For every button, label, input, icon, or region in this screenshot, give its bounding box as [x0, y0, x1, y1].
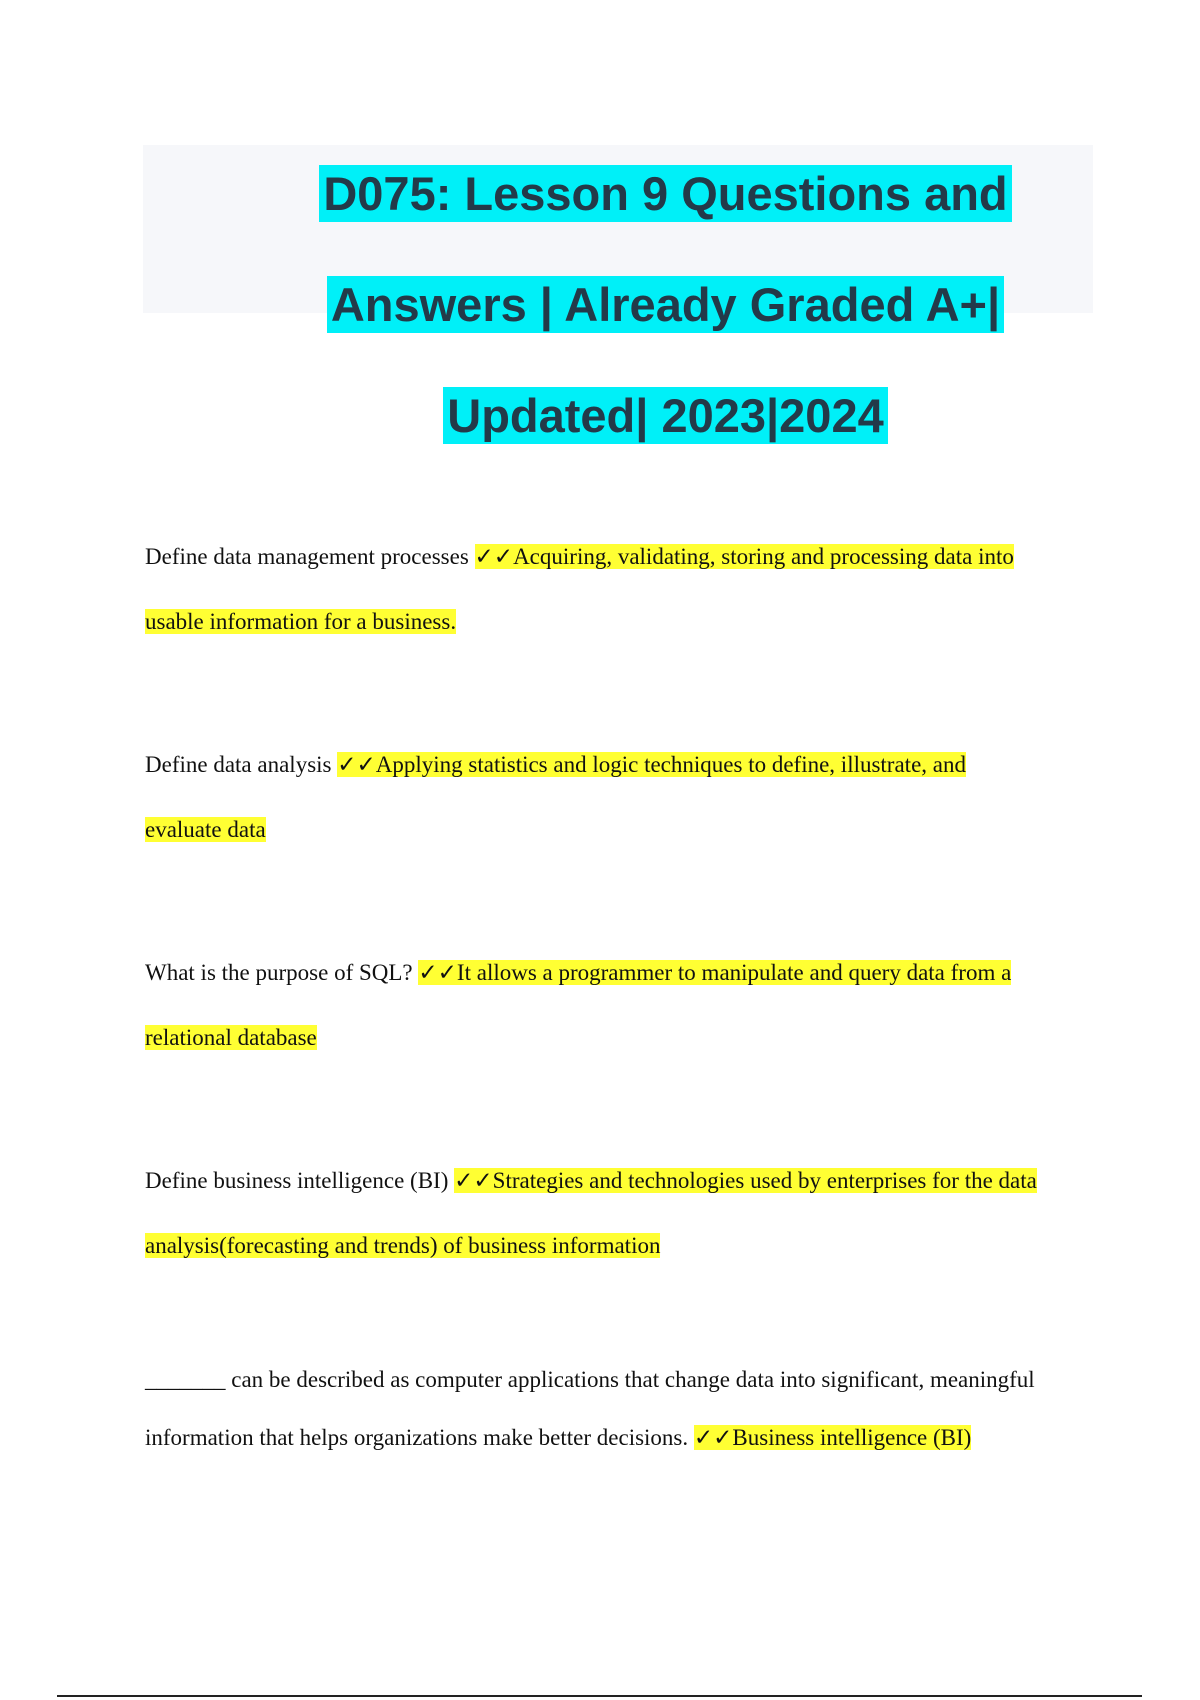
- question-text: Define business intelligence (BI): [145, 1168, 449, 1193]
- answer-text: ✓✓Acquiring, validating, storing and processing data into usable information for a business.: [145, 544, 1014, 634]
- answer-text: ✓✓Business intelligence (BI): [693, 1425, 972, 1450]
- question-text: Define data analysis: [145, 752, 332, 777]
- answer-text: ✓✓Strategies and technologies used by enterprises for the data analysis(forecasting and trends) of business information: [145, 1168, 1037, 1258]
- title-line-text: Updated| 2023|2024: [443, 387, 887, 444]
- title-line-text: Answers | Already Graded A+|: [327, 276, 1004, 333]
- footer-rule: [57, 1695, 1142, 1697]
- document-title: [143, 138, 1093, 471]
- answer-text: ✓✓It allows a programmer to manipulate and query data from a relational database: [145, 960, 1012, 1050]
- title-line: [238, 249, 1093, 360]
- qa-item: [145, 1351, 1045, 1467]
- question-text: Define data management processes: [145, 544, 469, 569]
- question-text: _______ can be described as computer applications that change data into significant, meaningful information that helps organizations make better decisions.: [145, 1367, 1035, 1450]
- qa-item: [145, 732, 1045, 862]
- qa-item: [145, 940, 1045, 1070]
- answer-text: ✓✓Applying statistics and logic techniques to define, illustrate, and evaluate data: [145, 752, 966, 842]
- qa-item: [145, 1148, 1045, 1278]
- title-line: [238, 360, 1093, 471]
- question-text: What is the purpose of SQL?: [145, 960, 413, 985]
- qa-item: [145, 524, 1045, 654]
- title-line: [238, 138, 1093, 249]
- title-line-text: D075: Lesson 9 Questions and: [319, 165, 1011, 222]
